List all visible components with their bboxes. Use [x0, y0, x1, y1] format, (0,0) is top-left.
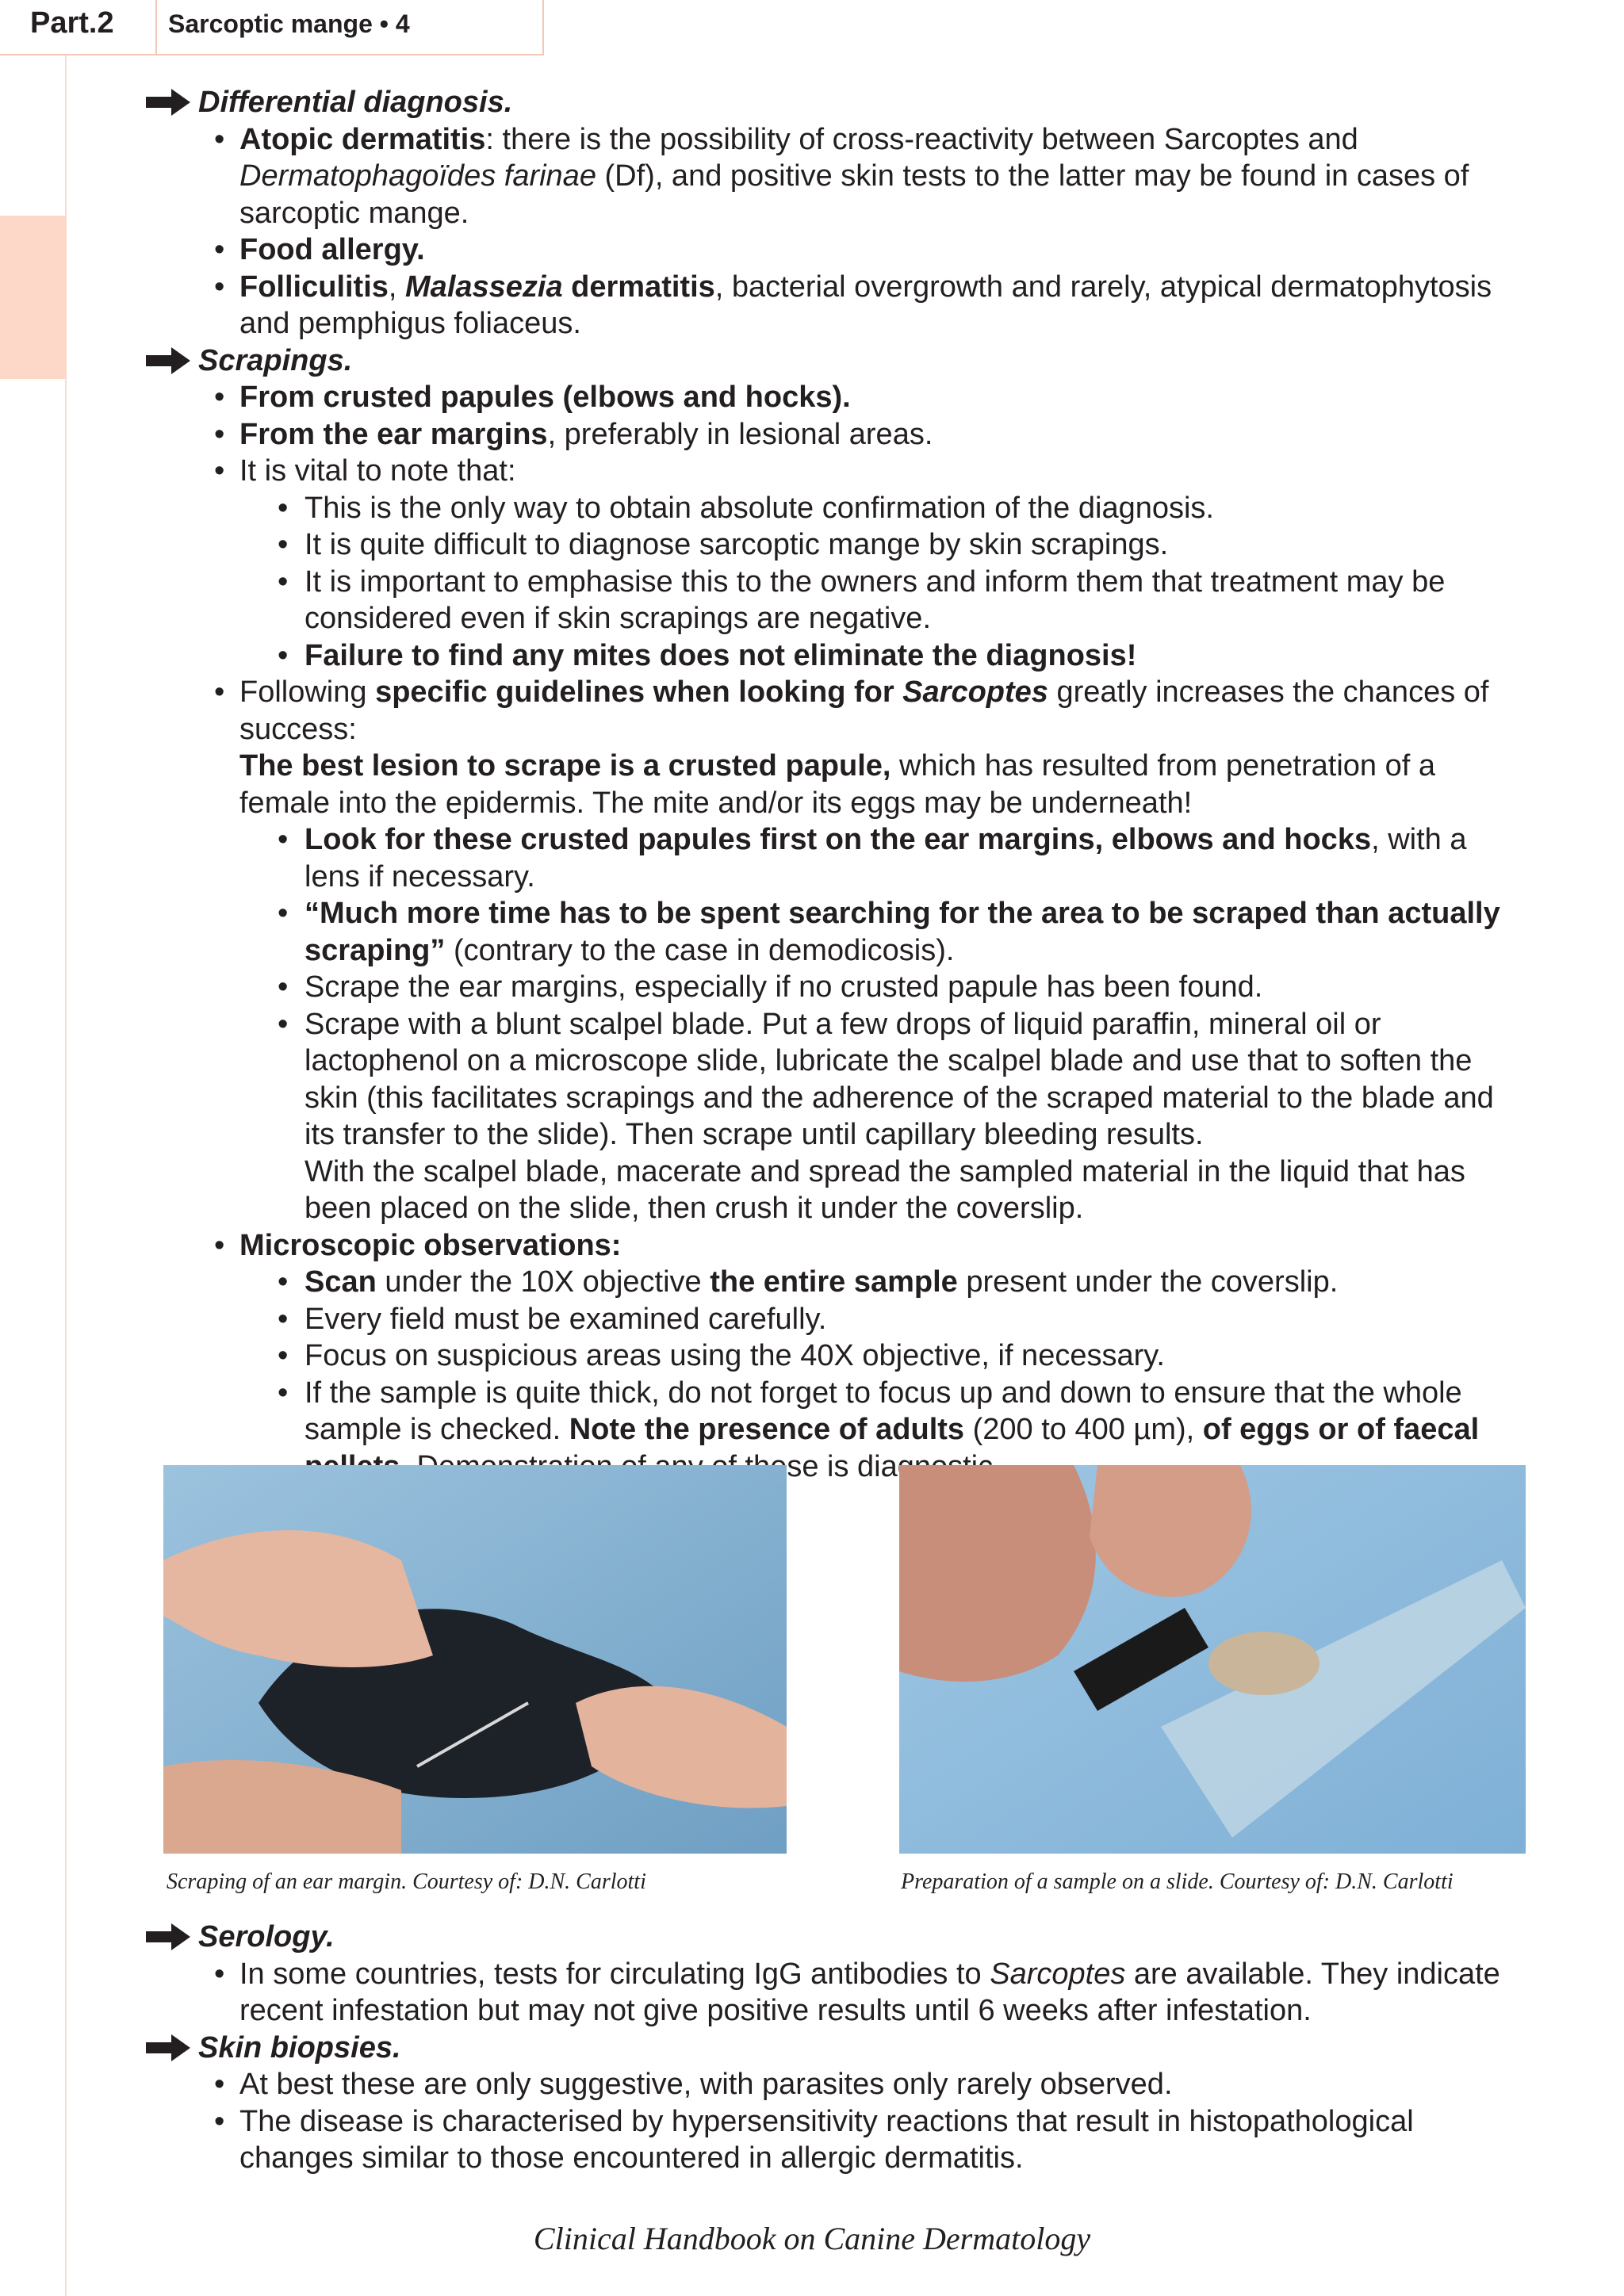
term: From the ear margins	[239, 417, 548, 451]
sub-list-item	[151, 564, 1515, 637]
list-item	[151, 2066, 1515, 2103]
bullet: •	[278, 897, 289, 930]
figure-caption: Scraping of an ear margin. Courtesy of: D.N. Carlotti	[167, 1869, 646, 1894]
sub-list-item	[151, 526, 1515, 564]
text: ,	[388, 270, 406, 304]
sub-list-item	[151, 969, 1515, 1006]
list-item	[151, 674, 1515, 821]
list-item	[151, 121, 1515, 232]
text: Scrape with a blunt scalpel blade. Put a few drops of liquid paraffin, mineral oil or lactophenol on a microscope slide, lubricate the scalpel blade and use that to soften the skin (this facilitates scrapings and the adherence of the scraped material to the blade and its transfer to the slide). Then scrape until capillary bleeding results.	[304, 1007, 1494, 1151]
section-differential	[151, 84, 1515, 121]
sub-list-item	[151, 1264, 1515, 1301]
figure-slide-prep	[899, 1465, 1526, 1854]
text: Every field must be examined carefully.	[304, 1302, 827, 1336]
text: At best these are only suggestive, with parasites only rarely observed.	[239, 2068, 1173, 2101]
text: under the 10X objective	[376, 1265, 710, 1299]
section-scrapings	[151, 342, 1515, 380]
sub-list-item	[151, 821, 1515, 895]
page-footer: Clinical Handbook on Canine Dermatology	[533, 2221, 1091, 2256]
text: It is quite difficult to diagnose sarcoptic mange by skin scrapings.	[304, 528, 1169, 561]
text: (200 to 400 µm),	[964, 1413, 1203, 1446]
sub-list-item	[151, 1301, 1515, 1338]
bullet: •	[278, 970, 289, 1004]
bullet: •	[214, 1957, 225, 1991]
bullet: •	[278, 528, 289, 561]
text: (contrary to the case in demodicosis).	[445, 933, 955, 967]
part-label: Part.2	[30, 6, 114, 40]
text: It is important to emphasise this to the owners and inform them that treatment may be considered even if skin scrapings are negative.	[304, 564, 1446, 635]
running-title: Sarcoptic mange • 4	[168, 10, 410, 38]
term: The best lesion to scrape is a crusted papule,	[239, 749, 891, 783]
sub-list-item	[151, 637, 1515, 675]
text: Following	[239, 675, 376, 709]
photo-ear-scraping	[163, 1465, 787, 1854]
figure-ear-scraping	[163, 1465, 787, 1854]
term: “Much more time has to be spent searching for the area to be scraped than actually scraping”	[304, 897, 1500, 967]
term: of eggs or of faecal	[1202, 1413, 1480, 1446]
bullet: •	[278, 1302, 289, 1336]
header-divider	[155, 0, 157, 55]
text: , with a lens if necessary.	[304, 823, 1467, 894]
term: Scan	[304, 1265, 377, 1299]
main-content	[151, 84, 1515, 1485]
list-item	[151, 1956, 1515, 2030]
term: Note the presence of adults	[569, 1413, 965, 1446]
bullet: •	[214, 122, 225, 156]
text: which has resulted from penetration of a female into the epidermis. The mite and/or its eggs may be underneath!	[239, 749, 1435, 820]
term-italic: Dermatophagoïdes farinae	[239, 159, 596, 193]
term-italic: Malassezia	[405, 270, 563, 304]
bullet: •	[214, 270, 225, 304]
sub-list-item	[151, 1006, 1515, 1227]
text: It is vital to note that:	[239, 454, 516, 488]
text: are available. They indicate recent infestation but may not give positive results until 6 weeks after infestation.	[239, 1957, 1500, 2027]
text: present under the coverslip.	[957, 1265, 1339, 1299]
term: the entire sample	[710, 1265, 958, 1299]
text: , preferably in lesional areas.	[547, 417, 933, 451]
term: dermatitis	[562, 270, 715, 304]
list-item	[151, 2103, 1515, 2177]
list-item	[151, 453, 1515, 490]
bullet: •	[214, 454, 225, 488]
term: Folliculitis	[239, 270, 389, 304]
text: is	[827, 1449, 849, 1483]
text: (Df), and positive skin tests to the latter may be found in cases of sarcoptic mange.	[239, 159, 1469, 230]
section-heading: Scrapings.	[198, 343, 353, 377]
term: Microscopic observations:	[239, 1228, 622, 1262]
term: Failure to find any mites does not eliminate the diagnosis!	[304, 638, 1137, 672]
text: The disease is characterised by hypersensitivity reactions that result in histopathological changes similar to those encountered in allergic dermatitis.	[239, 2104, 1414, 2175]
photo-slide-prep	[899, 1465, 1526, 1854]
arrow-icon	[146, 1923, 190, 1950]
sub-list-item	[151, 895, 1515, 969]
term: From crusted papules (elbows and hocks).	[239, 381, 851, 414]
sub-list-item	[151, 1337, 1515, 1375]
bullet: •	[214, 2104, 225, 2138]
bullet: •	[278, 1376, 289, 1410]
sub-list-item	[151, 490, 1515, 527]
continuation	[239, 748, 1515, 821]
continuation: With the scalpel blade, macerate and spread the sampled material in the liquid that has been placed on the slide, then crush it under the coverslip.	[304, 1154, 1465, 1225]
bullet: •	[278, 1339, 289, 1372]
bullet: •	[214, 2068, 225, 2101]
bullet: •	[278, 564, 289, 599]
side-tab	[0, 216, 67, 379]
bullet: •	[214, 1228, 225, 1262]
bullet: •	[214, 675, 225, 709]
text: : there is the possibility of cross-reactivity between Sarcoptes and	[485, 122, 1358, 156]
text: , bacterial overgrowth and rarely, atypical dermatophytosis and pemphigus foliaceus.	[239, 270, 1492, 340]
margin-line	[65, 55, 67, 2296]
term: specific guidelines when looking for	[375, 675, 903, 709]
text: This is the only way to obtain absolute confirmation of the diagnosis.	[304, 491, 1214, 525]
list-item	[151, 269, 1515, 342]
lower-content	[151, 1919, 1515, 2177]
term: Look for these crusted papules first on the ear margins, elbows and hocks	[304, 823, 1372, 856]
arrow-icon	[146, 347, 190, 374]
term-italic: Sarcoptes	[990, 1957, 1126, 1991]
text: In some countries, tests for circulating IgG antibodies to	[239, 1957, 990, 1991]
page-header	[0, 0, 544, 55]
term: Atopic dermatitis	[239, 122, 486, 156]
section-heading: Differential diagnosis.	[198, 86, 513, 119]
arrow-icon	[146, 89, 190, 116]
bullet: •	[278, 1265, 289, 1299]
bullet: •	[214, 417, 225, 451]
bullet: •	[278, 638, 289, 672]
text: If the sample is quite thick, do not forget to focus up and down to ensure that the whole sample is checked.	[304, 1376, 1462, 1446]
text: Focus on suspicious areas using the 40X objective, if necessary.	[304, 1339, 1165, 1372]
bullet: •	[278, 491, 289, 525]
section-serology	[151, 1919, 1515, 1956]
list-item	[151, 232, 1515, 269]
bullet: •	[278, 823, 289, 856]
term-italic: Sarcoptes	[902, 675, 1048, 709]
bullet: •	[278, 1007, 289, 1041]
term: Food allergy.	[239, 233, 425, 266]
section-biopsies	[151, 2030, 1515, 2067]
section-heading: Serology.	[198, 1920, 335, 1954]
text: Scrape the ear margins, especially if no crusted papule has been found.	[304, 970, 1263, 1004]
text: greatly increases the chances of success:	[239, 675, 1489, 746]
section-heading: Skin biopsies.	[198, 2030, 401, 2064]
bullet: •	[214, 233, 225, 266]
list-item	[151, 416, 1515, 453]
arrow-icon	[146, 2034, 190, 2061]
figure-caption: Preparation of a sample on a slide. Courtesy of: D.N. Carlotti	[901, 1869, 1454, 1894]
list-item	[151, 379, 1515, 416]
list-item	[151, 1227, 1515, 1265]
bullet: •	[214, 381, 225, 414]
